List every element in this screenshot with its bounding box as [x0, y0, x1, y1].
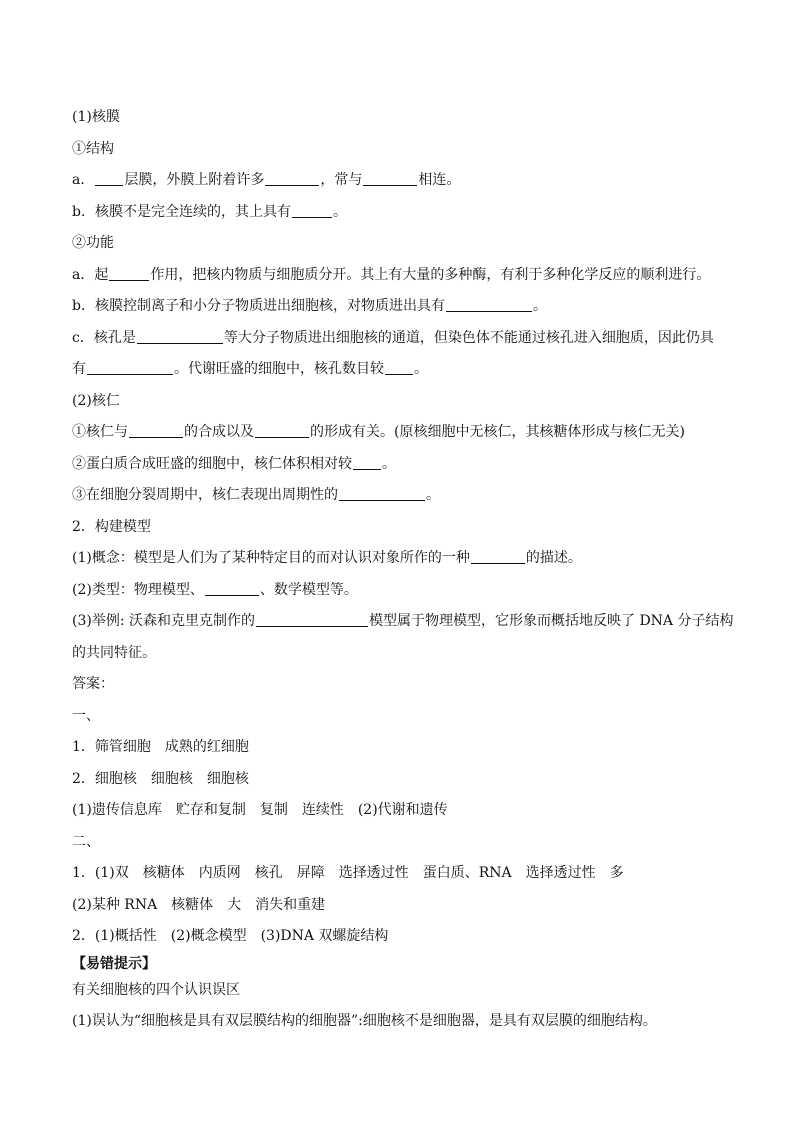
text: 作用，把核内物质与细胞质分开。其上有大量的多种酶，有利于多种化学反应的顺利进行。 [150, 266, 711, 283]
answer-blank [265, 171, 319, 186]
section-nucleolus: (2)核仁 [72, 392, 120, 409]
answer-blank [256, 612, 368, 627]
answer-line: 2．(1)概括性 (2)概念模型 (3)DNA 双螺旋结构 [72, 928, 389, 944]
question-line-nucleolus-3 [72, 480, 732, 512]
text: 层膜，外膜上附着许多 [124, 172, 265, 188]
answer-blank [255, 423, 309, 438]
text: c．核孔是 [72, 329, 136, 346]
answer-blank [353, 455, 381, 470]
answer-line: (1)遗传信息库 贮存和复制 复制 连续性 (2)代谢和遗传 [72, 802, 448, 818]
answer-blank [95, 171, 123, 186]
text: (1)概念：模型是人们为了某种特定目的而对认识对象所作的一种 [72, 550, 470, 566]
text: 。代谢旺盛的细胞中，核孔数目较 [174, 361, 384, 377]
answer-blank [205, 581, 259, 596]
text: 等大分子物质进出细胞核的通道，但染色体不能通过核孔进入细胞质，因此仍具 [223, 329, 714, 346]
text: 。 [414, 361, 428, 377]
question-line-nucleolus-2 [72, 449, 732, 481]
answer-blank [109, 266, 149, 281]
text: ，常与 [320, 172, 363, 188]
question-line-b-function [72, 291, 732, 323]
answers-part-2-label: 二、 [72, 833, 100, 850]
text: 的描述。 [525, 550, 582, 566]
text: 的形成有关。(原核细胞中无核仁，其核糖体形成与核仁无关) [310, 424, 685, 440]
answer-blank [446, 297, 532, 312]
error-tips-subtitle: 有关细胞核的四个认识误区 [72, 981, 240, 998]
question-line-a-function [72, 260, 732, 292]
answer-line: (2)某种 RNA 核糖体 大 消失和重建 [72, 896, 326, 913]
question-line-a-structure [72, 165, 732, 197]
text: ①核仁与 [72, 424, 128, 440]
answers-part-1-label: 一、 [72, 707, 100, 724]
text: 相连。 [418, 172, 461, 188]
question-line-nucleolus-1 [72, 417, 732, 449]
answer-line: 1．筛管细胞 成熟的红细胞 [72, 739, 249, 755]
answer-blank [471, 549, 525, 564]
text: (2)类型：物理模型、 [72, 581, 204, 598]
question-line-c-function [72, 323, 732, 355]
question-line-model-type [72, 575, 732, 607]
text: b．核膜控制离子和小分子物质进出细胞核，对物质进出具有 [72, 298, 445, 314]
text: 、数学模型等。 [259, 581, 358, 598]
answer-line: 2．细胞核 细胞核 细胞核 [72, 770, 249, 787]
answer-blank [292, 203, 332, 218]
question-line-b-structure [72, 197, 732, 229]
text: 。 [532, 298, 547, 314]
answer-blank [87, 360, 173, 375]
section-nuclear-envelope: (1)核膜 [72, 109, 120, 125]
answer-blank [363, 171, 417, 186]
question-line-model-concept [72, 543, 732, 575]
text: b．核膜不是完全连续的，其上具有 [72, 203, 291, 220]
text: 有 [72, 361, 86, 377]
question-line-model-example-cont: 的共同特征。 [72, 644, 156, 661]
error-tip-line: (1)误认为“细胞核是具有双层膜结构的细胞器”:细胞核不是细胞器，是具有双层膜的细胞结构。 [72, 1013, 657, 1029]
text: 模型属于物理模型，它形象而概括地反映了 DNA 分子结构 [369, 613, 734, 629]
text: 。 [382, 455, 396, 472]
section-build-model: 2．构建模型 [72, 518, 151, 535]
text: a．起 [72, 266, 109, 283]
text: 。 [332, 203, 347, 220]
answers-heading: 答案： [72, 676, 114, 692]
answer-line: 1．(1)双 核糖体 内质网 核孔 屏障 选择透过性 蛋白质、RNA 选择透过性 多 [72, 865, 624, 881]
text: 。 [426, 487, 440, 503]
question-line-model-example [72, 606, 732, 638]
document-content [72, 102, 732, 1038]
answer-blank [137, 329, 223, 344]
subsection-function: ②功能 [72, 235, 114, 251]
answer-blank [339, 486, 425, 501]
error-tips-heading: 【易错提示】 [72, 955, 156, 972]
subsection-structure: ①结构 [72, 140, 114, 157]
text: ②蛋白质合成旺盛的细胞中，核仁体积相对较 [72, 455, 352, 472]
text: 的合成以及 [184, 424, 254, 440]
question-line-c-function-cont [72, 354, 732, 386]
text: (3)举例: 沃森和克里克制作的 [72, 613, 255, 629]
answer-blank [385, 360, 413, 375]
text: a． [72, 172, 95, 188]
text: ③在细胞分裂周期中，核仁表现出周期性的 [72, 487, 338, 503]
answer-blank [129, 423, 183, 438]
